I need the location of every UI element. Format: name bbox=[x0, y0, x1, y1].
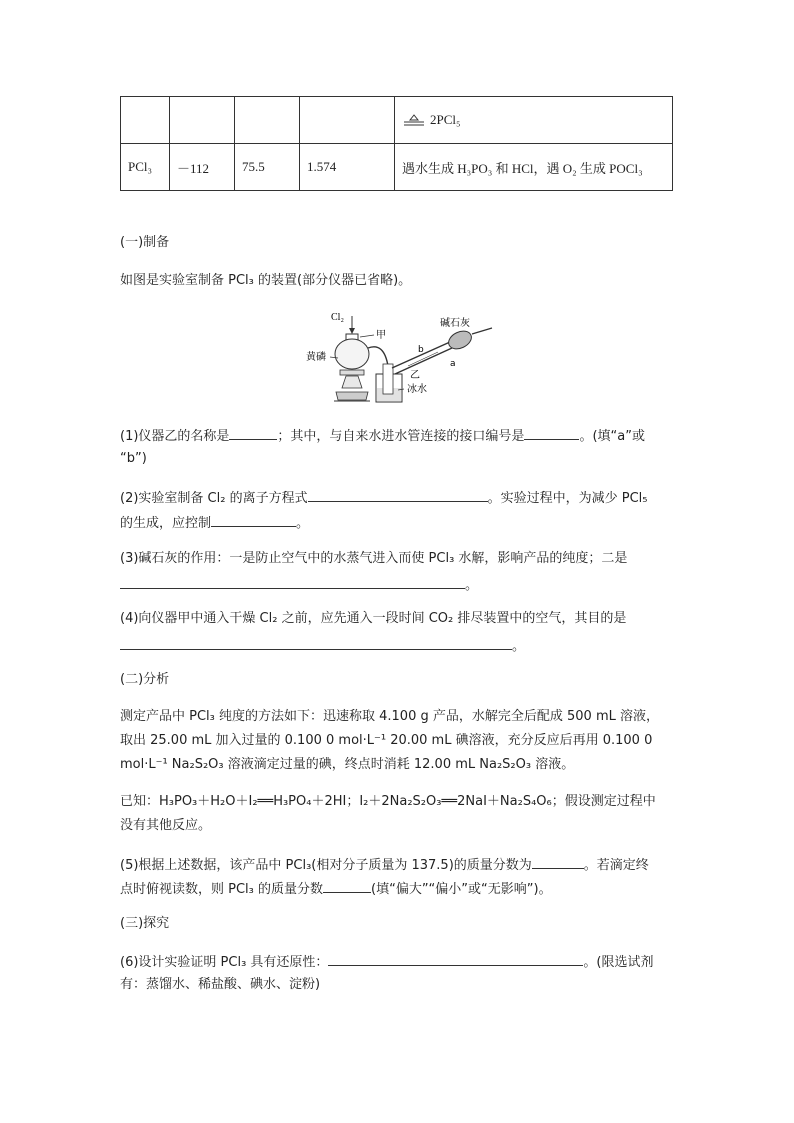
answer-blank[interactable] bbox=[328, 952, 583, 966]
answer-blank[interactable] bbox=[120, 636, 512, 650]
table-row bbox=[121, 97, 673, 144]
answer-blank[interactable] bbox=[323, 879, 371, 893]
label-jia: 甲 bbox=[376, 330, 386, 341]
label-b: b bbox=[418, 345, 424, 355]
label-yi: 乙 bbox=[410, 370, 420, 381]
question-6-cont: 有：蒸馏水、稀盐酸、碘水、淀粉) bbox=[120, 977, 321, 992]
intro-text: 如图是实验室制备 PCl₃ 的装置(部分仪器已省略)。 bbox=[120, 273, 412, 288]
table-cell bbox=[235, 97, 300, 144]
question-4: (4)向仪器甲中通入干燥 Cl₂ 之前，应先通入一段时间 CO₂ 排尽装置中的空气，其目的是 bbox=[120, 611, 627, 626]
table-cell: 1.574 bbox=[300, 144, 395, 191]
answer-blank[interactable] bbox=[211, 513, 296, 527]
answer-blank[interactable] bbox=[532, 855, 584, 869]
answer-blank[interactable] bbox=[229, 426, 277, 440]
section-heading: (三)探究 bbox=[120, 916, 170, 931]
properties-table bbox=[120, 96, 673, 191]
question-3-cont: 。 bbox=[120, 575, 680, 595]
question-4-cont: 。 bbox=[120, 636, 680, 656]
answer-blank[interactable] bbox=[524, 426, 579, 440]
question-2-cont: 的生成，应控制 。 bbox=[120, 513, 680, 533]
table-cell bbox=[300, 97, 395, 144]
answer-blank[interactable] bbox=[308, 488, 488, 502]
table-cell-reaction bbox=[395, 97, 673, 144]
reaction-product: 2PCl₅ bbox=[430, 111, 461, 127]
question-5: (5)根据上述数据，该产品中 PCl₃(相对分子质量为 137.5)的质量分数为 。若滴定终 bbox=[120, 855, 680, 875]
question-5-cont: 点时俯视读数，则 PCl₃ 的质量分数 (填“偏大”“偏小”或“无影响”)。 bbox=[120, 879, 680, 899]
answer-blank[interactable] bbox=[120, 575, 465, 589]
table-cell: －112 bbox=[170, 144, 235, 191]
section-heading: (一)制备 bbox=[120, 235, 170, 250]
table-cell bbox=[170, 97, 235, 144]
apparatus-figure bbox=[300, 304, 505, 406]
analysis-text: 取出 25.00 mL 加入过量的 0.100 0 mol·L⁻¹ 20.00 mL 碘溶液，充分反应后再用 0.100 0 bbox=[120, 733, 653, 748]
table-cell: 75.5 bbox=[235, 144, 300, 191]
label-jianshihui: 碱石灰 bbox=[440, 318, 470, 329]
analysis-text: 测定产品中 PCl₃ 纯度的方法如下：迅速称取 4.100 g 产品，水解完全后配成 500 mL 溶液， bbox=[120, 709, 659, 724]
table-row bbox=[121, 144, 673, 191]
analysis-text: mol·L⁻¹ Na₂S₂O₃ 溶液滴定过量的碘，终点时消耗 12.00 mL Na₂S₂O₃ 溶液。 bbox=[120, 757, 575, 772]
known-equations: 已知：H₃PO₃＋H₂O＋I₂══H₃PO₄＋2HI；I₂＋2Na₂S₂O₃══2NaI＋Na₂S₄O₆；假设测定过程中 bbox=[120, 794, 656, 809]
label-a: a bbox=[450, 359, 456, 369]
label-bingshui: 冰水 bbox=[407, 384, 427, 395]
table-cell: 遇水生成 H₃PO₃ 和 HCl，遇 O₂ 生成 POCl₃ bbox=[395, 144, 673, 191]
table-cell: PCl₃ bbox=[121, 144, 170, 191]
section-heading: (二)分析 bbox=[120, 672, 170, 687]
table-cell bbox=[121, 97, 170, 144]
label-huanglin: 黄磷 bbox=[306, 352, 326, 363]
question-1-cont: “b”) bbox=[120, 451, 147, 466]
known-equations-cont: 没有其他反应。 bbox=[120, 818, 212, 833]
question-6: (6)设计实验证明 PCl₃ 具有还原性： 。(限选试剂 bbox=[120, 952, 680, 972]
question-3: (3)碱石灰的作用：一是防止空气中的水蒸气进入而使 PCl₃ 水解，影响产品的纯度；二是 bbox=[120, 551, 628, 566]
label-cl2: Cl₂ bbox=[331, 312, 344, 323]
question-2: (2)实验室制备 Cl₂ 的离子方程式 。实验过程中，为减少 PCl₅ bbox=[120, 488, 680, 508]
question-1: (1)仪器乙的名称是 ；其中，与自来水进水管连接的接口编号是 。(填“a”或 bbox=[120, 426, 680, 446]
heating-equals-symbol bbox=[402, 114, 426, 128]
